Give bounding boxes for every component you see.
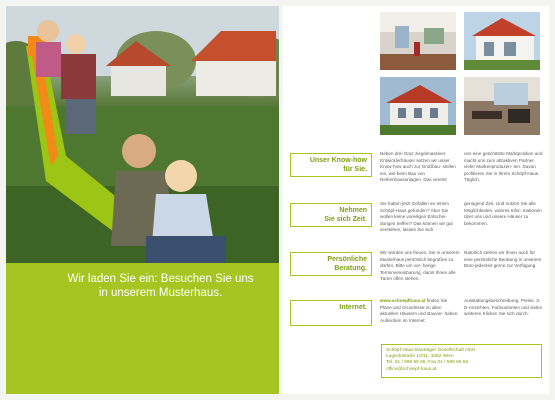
- know-how-text-col1: Neben drei Graz ziegelmassiver Entwicklerhäuser setzen wir unser Know-how auch zur Großbau- stellen ein, wie beim Bau von Reihenhausanlagen. Das vereint: [380, 151, 456, 183]
- address: Lugeckstraße 10/11, 1082 Wien: [386, 354, 454, 360]
- heading-line: Sie sich Zeit.: [324, 216, 367, 223]
- left-page: [6, 6, 279, 394]
- heading-line: Unser Know-how: [309, 157, 367, 164]
- company-name: Schöpf-Haus Bauträger Gesellschaft mbH: [386, 348, 476, 353]
- heading-line: für Sie.: [343, 166, 367, 173]
- consultation-text-col1: Wir würden uns freuen, Sie in unserem Musterhaus persönlich begrüßen zu dürfen. Bitte um vor- herige Terminvereinbarung, damit Ihnen alle Türen offen stehen.: [380, 250, 460, 282]
- take-time-text-col2: genügend Zeit. Und nutzen Sie alle Möglichkeiten, wahres Infor- mationen über uns und unsere Häuser zu bekommen.: [464, 201, 542, 226]
- consultation-text-col2: Natürlich stehen wir Ihnen auch für eine persönliche Beratung in unserem Büro jederzeit gerne zur Verfügung.: [464, 250, 542, 269]
- internet-text-col1: [380, 298, 460, 324]
- heading-line: Persönliche: [327, 256, 367, 263]
- heading-line: Internet.: [339, 304, 367, 311]
- heading-know-how: [290, 153, 372, 177]
- tagline-line-2: in unserem Musterhaus.: [98, 287, 223, 299]
- website-link[interactable]: www.schoepfhaus.at: [380, 298, 426, 303]
- heading-internet: [290, 300, 372, 326]
- house-side-photo: [380, 77, 456, 135]
- photo-illustration: [6, 6, 279, 263]
- phone-fax: Tel. 01 / 596 66 66, Fax 01 / 596 66 66: [386, 360, 469, 366]
- internet-text-col2: Ausstattungsbeschreibung, Preise, 3-D-Ansichten, Farbvarianten und vielen weiteren Klicken Sie sich durch.: [464, 298, 543, 317]
- heading-line: Nehmen: [339, 207, 367, 214]
- heading-consultation: [290, 252, 372, 276]
- interior-photo: [380, 12, 456, 70]
- house-exterior-photo: [464, 12, 540, 70]
- children-on-slide-photo: [6, 6, 279, 263]
- tagline-line-1: Wir laden Sie ein: Besuchen Sie uns: [67, 273, 254, 285]
- email-link[interactable]: office@schoepf-haus.at: [386, 366, 437, 372]
- contact-box: [381, 344, 542, 378]
- heading-line: Beratung.: [334, 265, 367, 272]
- take-time-text-col1: Sie haben jetzt Gefallen an einem Schöpf-Haus gefunden? Aber Sie wollen keine voreiligen Entschei- dungen treffen? Das können wir gut verstehen, lassen Sie sich: [380, 201, 453, 233]
- heading-take-time: [290, 203, 372, 227]
- living-room-photo: [464, 77, 540, 135]
- know-how-text-col2: uns eine geschätzte Marktposition und macht uns zum attraktiven Partner vieler Markenproduzen- ten. Davon profitieren Sie in Ihrem Schöpf-Haus. Täglich.: [464, 151, 543, 183]
- tagline: [58, 272, 263, 300]
- internet-text: finden Sie Pläne und Grundrisse zu allen aktuellen Häusern und Bauvor- haben. Außerdem im Internet:: [380, 298, 459, 323]
